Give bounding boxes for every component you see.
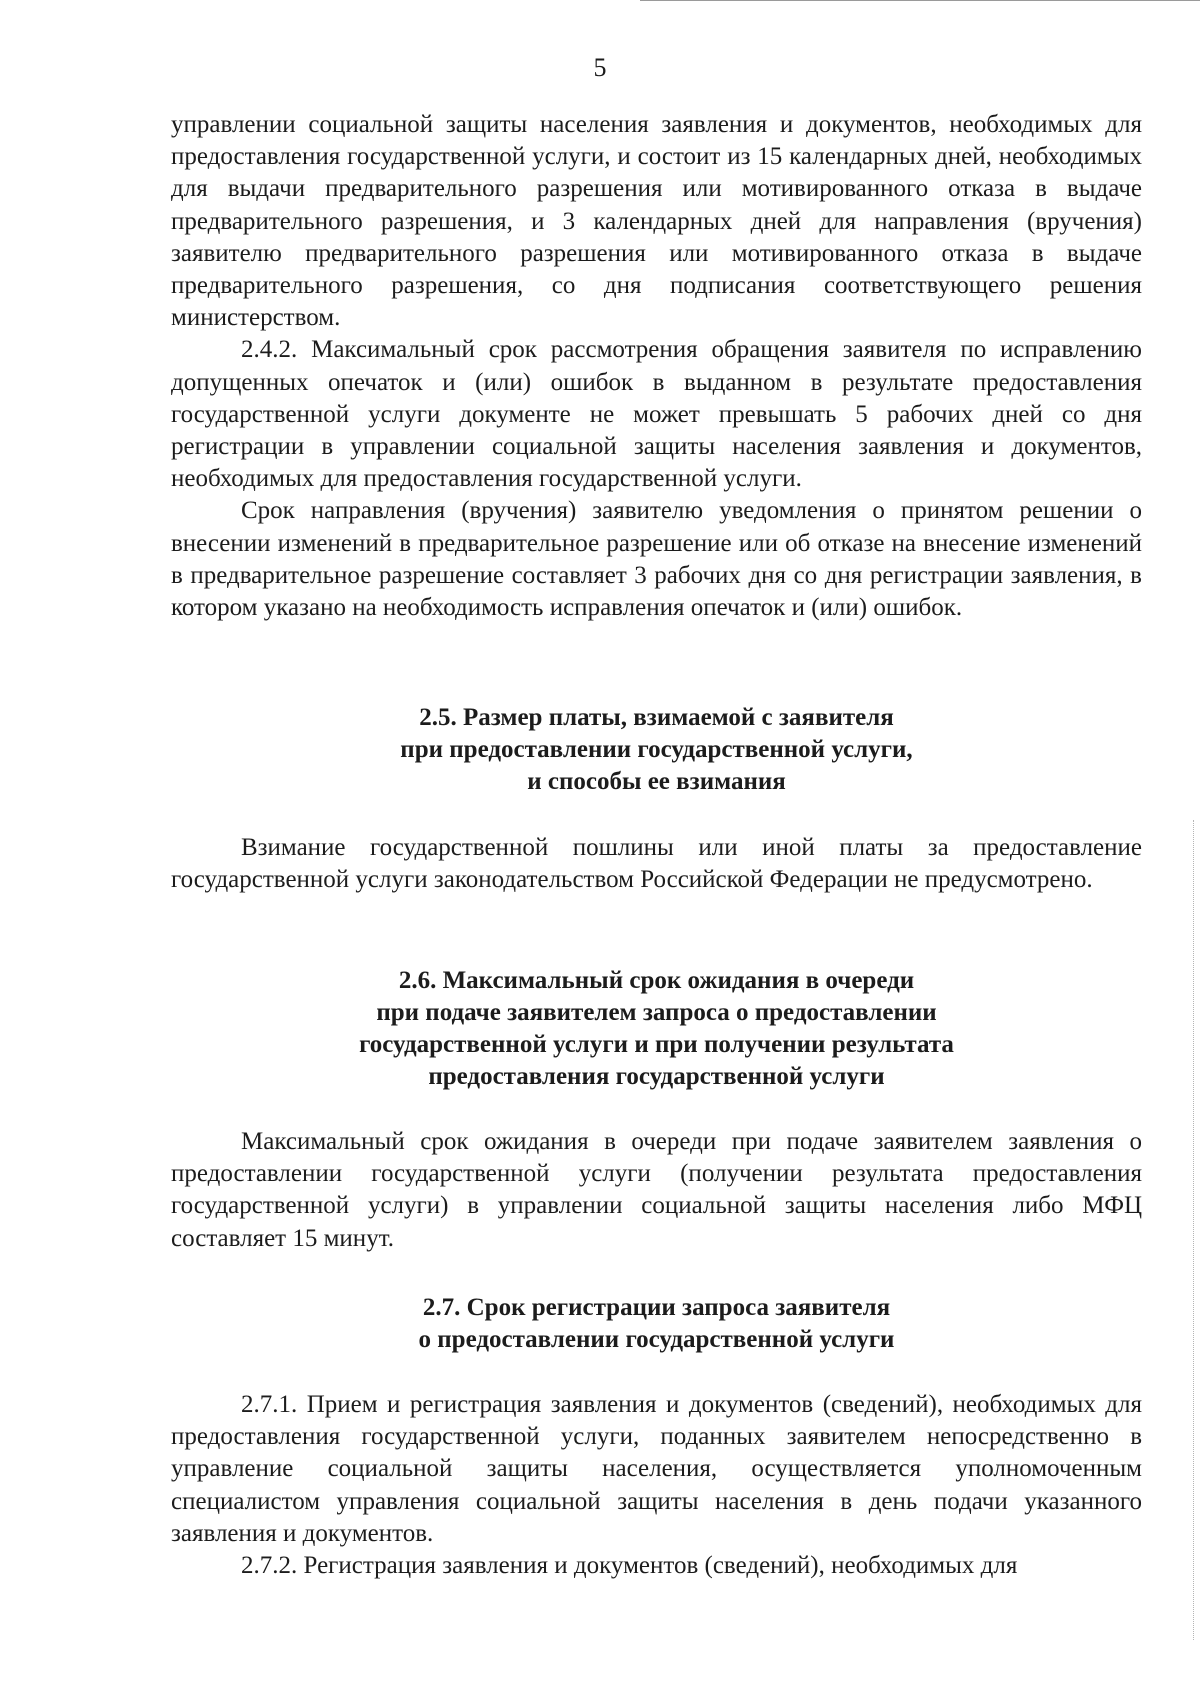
paragraph-notification-term: Срок направления (вручения) заявителю уведомления о принятом решении о внесении изменений в предварительное разрешение или об отказе на внесение изменений в предварительное разрешение составляет 3 рабочих дня со дня регистрации заявления, в котором указано на необходимость исправления опечаток и (или) ошибок. [171,497,1142,622]
heading-line: 2.7. Срок регистрации запроса заявителя [422,1294,891,1321]
paragraph-block-2-5 [171,832,1142,896]
paragraph-block-2-6 [171,1126,1142,1255]
scan-edge-line [640,0,1200,1]
paragraph-2-6: Максимальный срок ожидания в очереди при подаче заявителем заявления о предоставлении государственной услуги (получении результата предоставления государственной услуги) в управлении социальной защиты населения либо МФЦ составляет 15 минут. [171,1128,1142,1252]
paragraph-block-1 [171,109,1142,624]
paragraph-2-7-1: 2.7.1. Прием и регистрация заявления и документов (сведений), необходимых для предоставления государственной услуги, поданных заявителем непосредственно в управление социальной защиты населения, осуществляется уполномоченным специалистом управления социальной защиты населения в день подачи указанного заявления и документов. [171,1391,1142,1547]
heading-line: при подаче заявителем запроса о предоставлении [376,999,937,1026]
paragraph-2-4-2: 2.4.2. Максимальный срок рассмотрения обращения заявителя по исправлению допущенных опечаток и (или) ошибок в выданном в результате предоставления государственной услуги документе не может превышать 5 рабочих дней со дня регистрации в управлении социальной защиты населения заявления и документов, необходимых для предоставления государственной услуги. [171,336,1142,493]
heading-line: и способы ее взимания [527,768,786,795]
paragraph-intro: управлении социальной защиты населения заявления и документов, необходимых для предоставления государственной услуги, и состоит из 15 календарных дней, необходимых для выдачи предварительного разрешения или мотивированного отказа в выдаче предварительного разрешения, и 3 календарных дней для направления (вручения) заявителю предварительного разрешения или мотивированного отказа в выдаче предварительного разрешения, со дня подписания соответствующего решения министерством. [171,111,1142,332]
heading-2-7 [171,1292,1142,1356]
heading-line: 2.5. Размер платы, взимаемой с заявителя [419,704,894,731]
heading-2-6 [171,965,1142,1093]
heading-line: предоставления государственной услуги [428,1063,885,1090]
paragraph-2-5: Взимание государственной пошлины или иной платы за предоставление государственной услуги законодательством Российской Федерации не предусмотрено. [171,834,1142,894]
scan-edge-dots [1192,820,1194,1640]
heading-line: при предоставлении государственной услуги, [400,736,913,763]
heading-line: о предоставлении государственной услуги [418,1326,895,1353]
heading-2-5 [171,702,1142,798]
page-number: 5 [593,53,607,82]
paragraph-block-2-7 [171,1389,1142,1582]
heading-line: 2.6. Максимальный срок ожидания в очереди [398,967,915,994]
heading-line: государственной услуги и при получении результата [359,1031,954,1058]
paragraph-2-7-2: 2.7.2. Регистрация заявления и документов (сведений), необходимых для [241,1552,1018,1580]
